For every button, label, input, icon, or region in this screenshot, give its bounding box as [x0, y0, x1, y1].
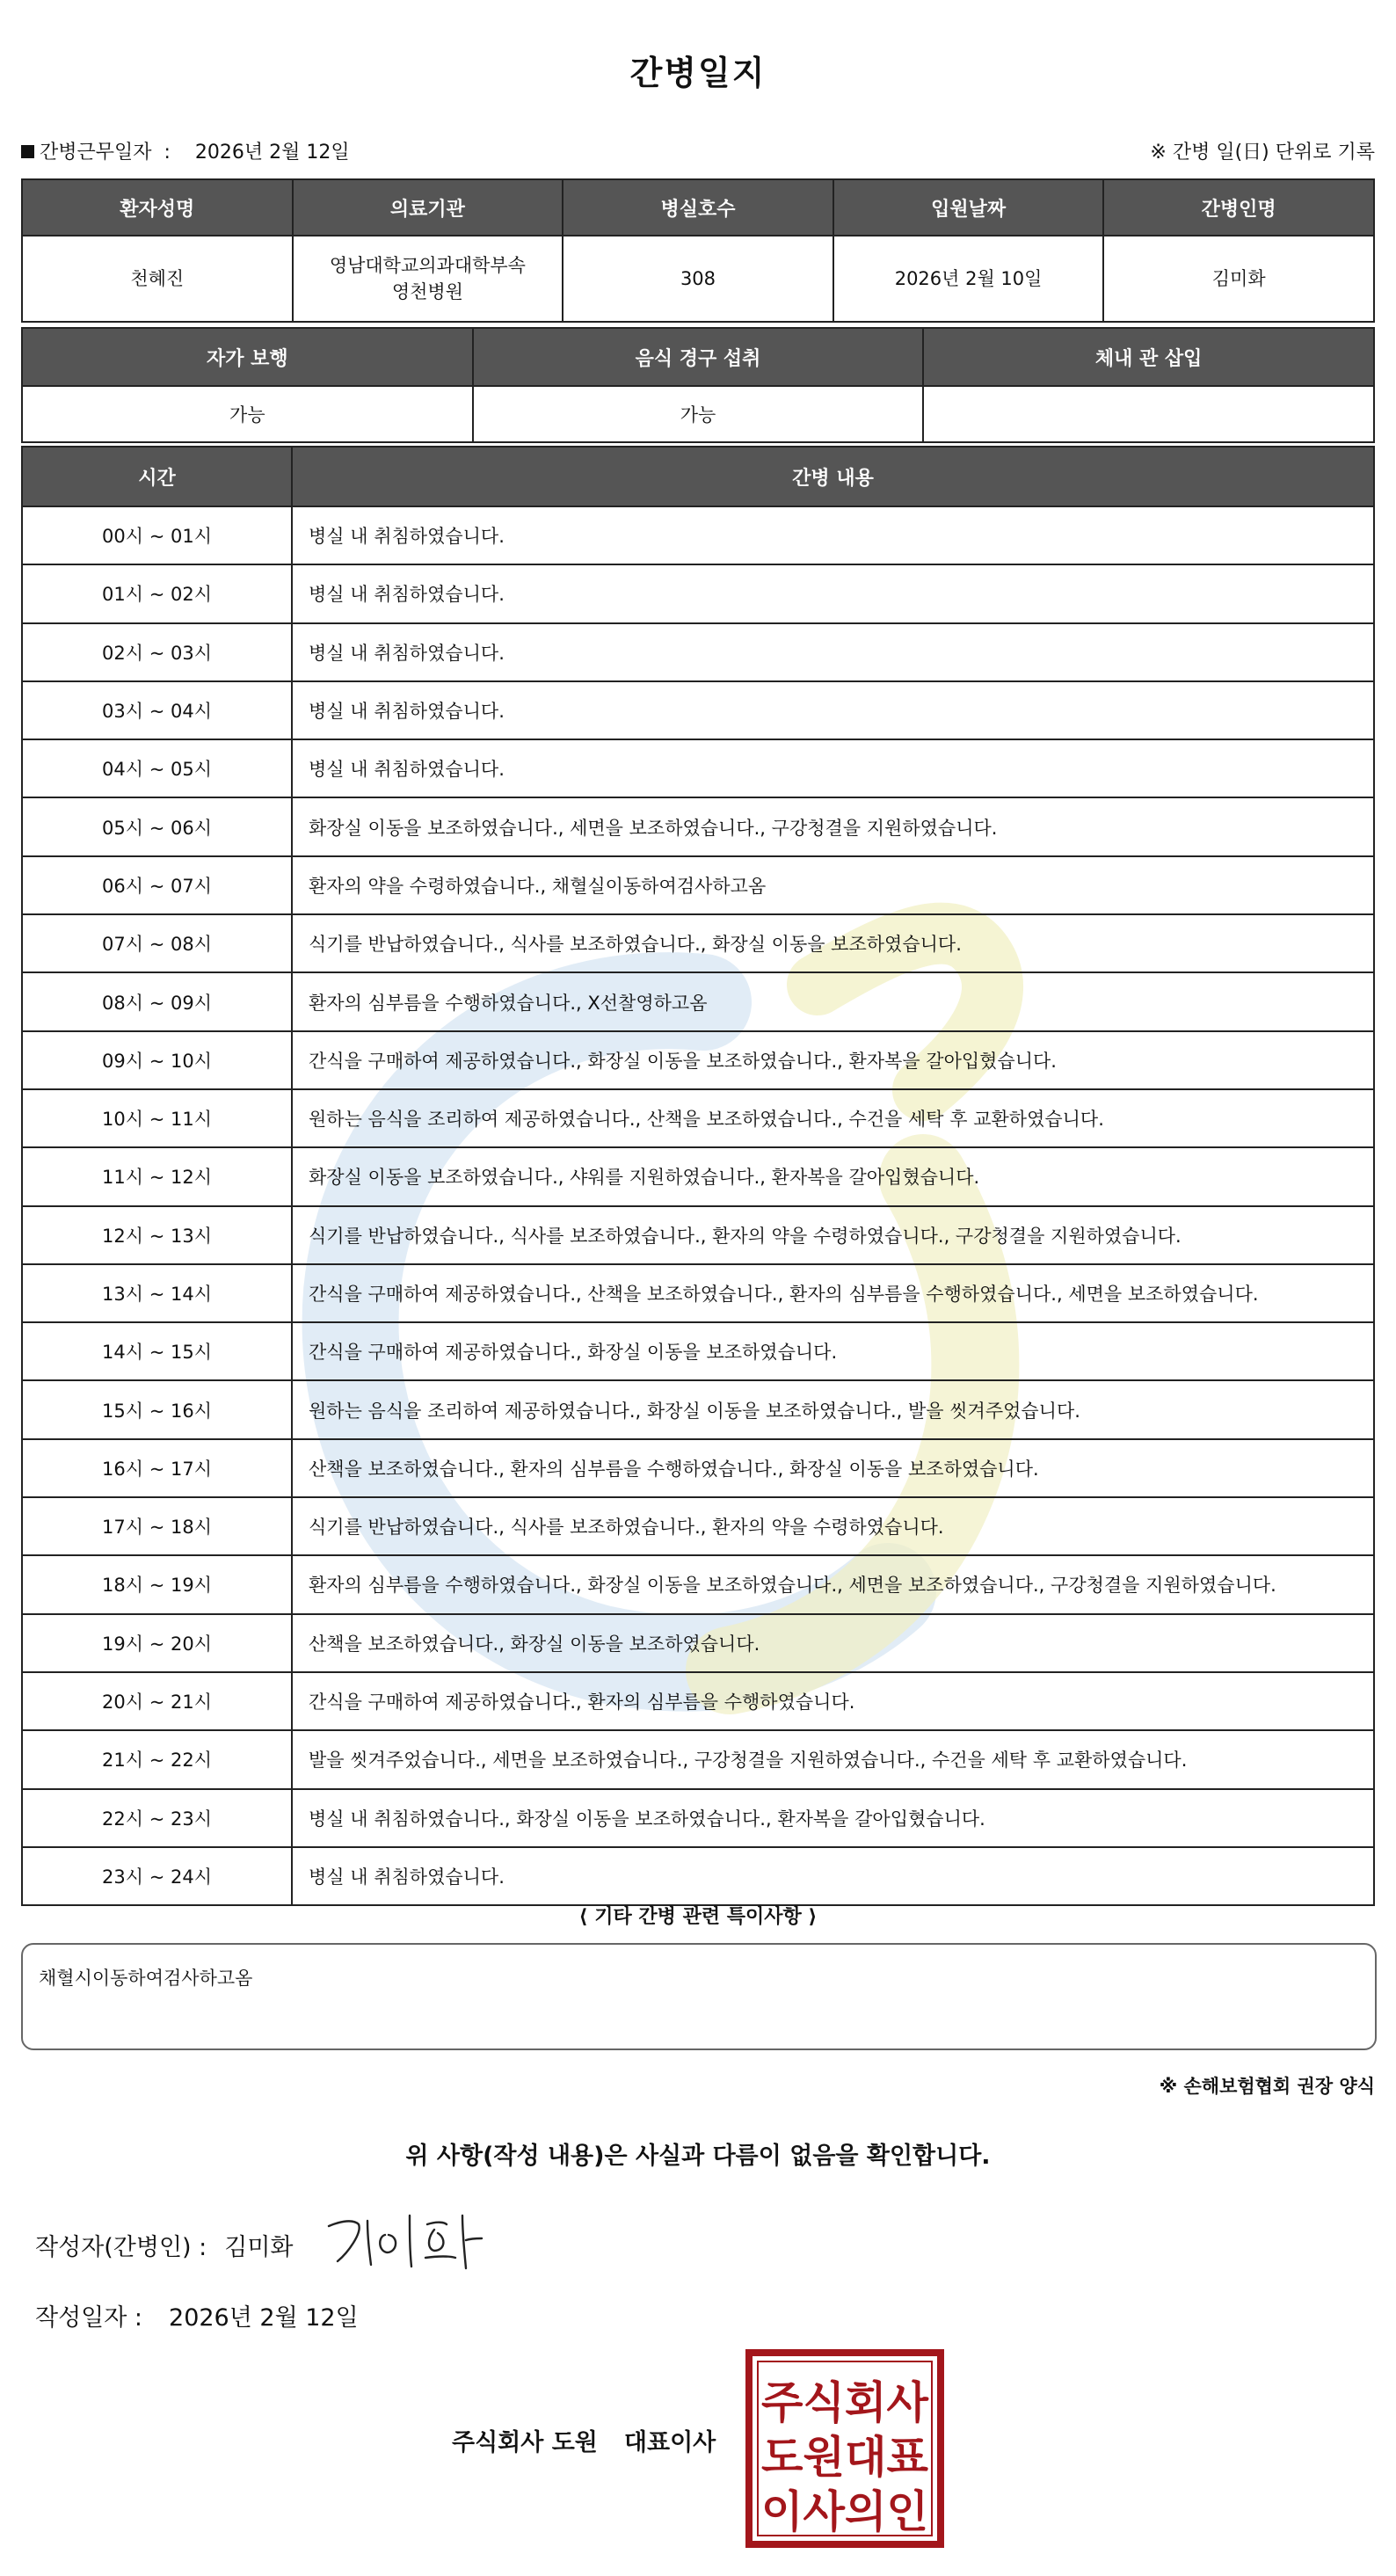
log-content: 식기를 반납하였습니다., 식사를 보조하였습니다., 환자의 약을 수령하였습니다., 구강청결을 지원하였습니다.: [292, 1206, 1374, 1264]
patient-info-table: [21, 178, 1375, 323]
header-time: 시간: [22, 447, 292, 506]
log-row: [22, 1206, 1374, 1264]
log-time: 15시 ~ 16시: [22, 1380, 292, 1438]
writer-line: [35, 2228, 294, 2262]
care-log-table: [21, 446, 1375, 1906]
log-row: [22, 1847, 1374, 1905]
handwritten-signature: [322, 2198, 498, 2277]
log-content: 병실 내 취침하였습니다., 화장실 이동을 보조하였습니다., 환자복을 갈아입혔습니다.: [292, 1789, 1374, 1847]
notes-box: [21, 1943, 1377, 2050]
log-row: [22, 972, 1374, 1030]
log-row: [22, 856, 1374, 914]
log-content: 환자의 약을 수령하였습니다., 채혈실이동하여검사하고옴: [292, 856, 1374, 914]
log-content: 병실 내 취침하였습니다.: [292, 739, 1374, 797]
log-time: 19시 ~ 20시: [22, 1614, 292, 1672]
log-content: 환자의 심부름을 수행하였습니다., 화장실 이동을 보조하였습니다., 세면을 보조하였습니다., 구강청결을 지원하였습니다.: [292, 1555, 1374, 1613]
log-time: 02시 ~ 03시: [22, 623, 292, 681]
room-number: 308: [563, 236, 833, 322]
patient-name: 천혜진: [22, 236, 293, 322]
svg-text:도원대표: 도원대표: [761, 2432, 929, 2483]
care-log-rows: [22, 506, 1374, 1905]
log-content: 식기를 반납하였습니다., 식사를 보조하였습니다., 화장실 이동을 보조하였습니다.: [292, 914, 1374, 972]
log-content: 식기를 반납하였습니다., 식사를 보조하였습니다., 환자의 약을 수령하였습니다.: [292, 1497, 1374, 1555]
log-content: 간식을 구매하여 제공하였습니다., 화장실 이동을 보조하였습니다.: [292, 1322, 1374, 1380]
patient-status-table: [21, 327, 1375, 443]
log-time: 06시 ~ 07시: [22, 856, 292, 914]
log-row: [22, 1031, 1374, 1089]
log-content: 간식을 구매하여 제공하였습니다., 산책을 보조하였습니다., 환자의 심부름을 수행하였습니다., 세면을 보조하였습니다.: [292, 1264, 1374, 1322]
hospital-name-text: 영남대학교의과대학부속영천병원: [329, 255, 526, 302]
log-time: 21시 ~ 22시: [22, 1730, 292, 1788]
header-admission-date: 입원날짜: [833, 179, 1104, 236]
log-row: [22, 1614, 1374, 1672]
header-hospital: 의료기관: [293, 179, 563, 236]
ceo-title: 대표이사: [623, 2429, 716, 2456]
log-row: [22, 797, 1374, 855]
log-row: [22, 1089, 1374, 1147]
caregiver-name: 김미화: [1103, 236, 1374, 322]
log-row: [22, 1439, 1374, 1497]
work-date-value: 2026년 2월 12일: [194, 142, 350, 164]
svg-text:주식회사: 주식회사: [761, 2377, 929, 2428]
log-content: 병실 내 취침하였습니다.: [292, 564, 1374, 622]
header-care-content: 간병 내용: [292, 447, 1374, 506]
work-date-line: [21, 137, 1375, 169]
square-bullet-icon: [21, 145, 34, 158]
log-content: 화장실 이동을 보조하였습니다., 샤워를 지원하였습니다., 환자복을 갈아입혔습니다.: [292, 1147, 1374, 1205]
company-line: [452, 2423, 716, 2457]
unit-note: ※ 간병 일(日) 단위로 기록: [1150, 142, 1375, 164]
log-time: 14시 ~ 15시: [22, 1322, 292, 1380]
log-row: [22, 739, 1374, 797]
log-time: 01시 ~ 02시: [22, 564, 292, 622]
log-content: 화장실 이동을 보조하였습니다., 세면을 보조하였습니다., 구강청결을 지원하였습니다.: [292, 797, 1374, 855]
header-tube-insertion: 체내 관 삽입: [923, 328, 1374, 386]
log-time: 18시 ~ 19시: [22, 1555, 292, 1613]
write-date-label: 작성일자 :: [35, 2304, 143, 2332]
page-title: 간병일지: [629, 54, 767, 92]
header-oral-intake: 음식 경구 섭취: [473, 328, 924, 386]
log-time: 10시 ~ 11시: [22, 1089, 292, 1147]
oral-intake-value: 가능: [473, 386, 924, 442]
write-date-value: 2026년 2월 12일: [169, 2304, 359, 2332]
log-content: 병실 내 취침하였습니다.: [292, 681, 1374, 739]
log-time: 13시 ~ 14시: [22, 1264, 292, 1322]
log-content: 간식을 구매하여 제공하였습니다., 환자의 심부름을 수행하였습니다.: [292, 1672, 1374, 1730]
log-time: 05시 ~ 06시: [22, 797, 292, 855]
company-name: 주식회사 도원: [452, 2429, 598, 2456]
log-row: [22, 623, 1374, 681]
writer-label: 작성자(간병인) :: [35, 2234, 207, 2261]
log-row: [22, 1672, 1374, 1730]
log-row: [22, 564, 1374, 622]
notes-title: ⟨ 기타 간병 관련 특이사항 ⟩: [578, 1906, 818, 1928]
tube-insertion-value: [923, 386, 1374, 442]
confirmation-statement: 위 사항(작성 내용)은 사실과 다름이 없음을 확인합니다.: [405, 2143, 991, 2170]
log-time: 03시 ~ 04시: [22, 681, 292, 739]
log-row: [22, 506, 1374, 564]
log-row: [22, 681, 1374, 739]
log-time: 00시 ~ 01시: [22, 506, 292, 564]
log-row: [22, 1322, 1374, 1380]
work-date: [21, 137, 350, 164]
log-row: [22, 1730, 1374, 1788]
header-caregiver: 간병인명: [1103, 179, 1374, 236]
log-time: 20시 ~ 21시: [22, 1672, 292, 1730]
log-content: 병실 내 취침하였습니다.: [292, 623, 1374, 681]
log-time: 04시 ~ 05시: [22, 739, 292, 797]
log-content: 환자의 심부름을 수행하였습니다., X선찰영하고옴: [292, 972, 1374, 1030]
log-time: 16시 ~ 17시: [22, 1439, 292, 1497]
header-room: 병실호수: [563, 179, 833, 236]
write-date-line: [35, 2298, 359, 2332]
log-content: 산책을 보조하였습니다., 환자의 심부름을 수행하였습니다., 화장실 이동을 보조하였습니다.: [292, 1439, 1374, 1497]
log-time: 12시 ~ 13시: [22, 1206, 292, 1264]
log-time: 22시 ~ 23시: [22, 1789, 292, 1847]
log-row: [22, 1789, 1374, 1847]
log-time: 17시 ~ 18시: [22, 1497, 292, 1555]
log-row: [22, 1147, 1374, 1205]
log-time: 09시 ~ 10시: [22, 1031, 292, 1089]
log-time: 11시 ~ 12시: [22, 1147, 292, 1205]
log-time: 08시 ~ 09시: [22, 972, 292, 1030]
log-content: 간식을 구매하여 제공하였습니다., 화장실 이동을 보조하였습니다., 환자복을 갈아입혔습니다.: [292, 1031, 1374, 1089]
log-content: 발을 씻겨주었습니다., 세면을 보조하였습니다., 구강청결을 지원하였습니다., 수건을 세탁 후 교환하였습니다.: [292, 1730, 1374, 1788]
log-content: 병실 내 취침하였습니다.: [292, 1847, 1374, 1905]
notes-content: 채혈시이동하여검사하고옴: [39, 1968, 253, 1989]
work-date-separator: :: [164, 142, 171, 164]
log-row: [22, 914, 1374, 972]
recommendation-note: ※ 손해보험협회 권장 양식: [1159, 2076, 1375, 2097]
self-walking-value: 가능: [22, 386, 473, 442]
log-row: [22, 1497, 1374, 1555]
header-self-walking: 자가 보행: [22, 328, 473, 386]
header-patient-name: 환자성명: [22, 179, 293, 236]
log-time: 07시 ~ 08시: [22, 914, 292, 972]
log-row: [22, 1264, 1374, 1322]
company-seal: [745, 2349, 944, 2548]
writer-name: 김미화: [224, 2234, 294, 2261]
log-content: 산책을 보조하였습니다., 화장실 이동을 보조하였습니다.: [292, 1614, 1374, 1672]
log-time: 23시 ~ 24시: [22, 1847, 292, 1905]
log-content: 원하는 음식을 조리하여 제공하였습니다., 화장실 이동을 보조하였습니다., 발을 씻겨주었습니다.: [292, 1380, 1374, 1438]
log-row: [22, 1380, 1374, 1438]
log-content: 병실 내 취침하였습니다.: [292, 506, 1374, 564]
hospital-name: [293, 236, 563, 322]
log-content: 원하는 음식을 조리하여 제공하였습니다., 산책을 보조하였습니다., 수건을 세탁 후 교환하였습니다.: [292, 1089, 1374, 1147]
log-row: [22, 1555, 1374, 1613]
admission-date: 2026년 2월 10일: [833, 236, 1104, 322]
svg-text:이사의인: 이사의인: [761, 2486, 928, 2537]
work-date-label: 간병근무일자: [40, 142, 152, 164]
